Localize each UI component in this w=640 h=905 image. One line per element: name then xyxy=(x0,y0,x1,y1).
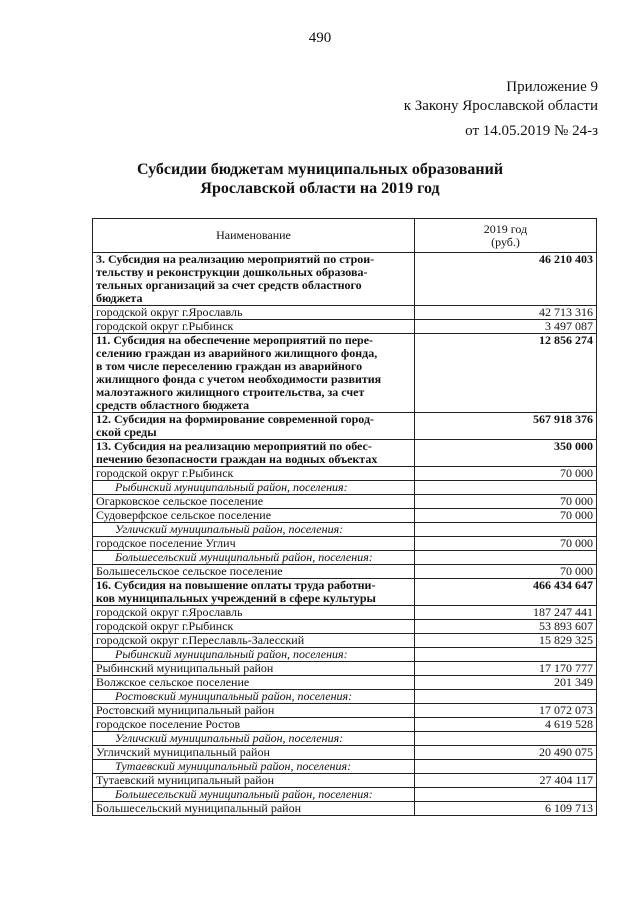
row-name-line: Угличский муниципальный район xyxy=(96,745,270,759)
row-name xyxy=(93,440,415,467)
table-row xyxy=(93,537,597,551)
table-row xyxy=(93,495,597,509)
row-value: 4 619 528 xyxy=(415,718,597,732)
row-name xyxy=(93,732,415,746)
row-name xyxy=(93,760,415,774)
row-name xyxy=(93,467,415,481)
row-value xyxy=(415,648,597,662)
appendix-law-reference: к Закону Ярославской области xyxy=(403,98,598,114)
row-name-line: Большесельский муниципальный район xyxy=(96,801,301,815)
row-value: 17 072 073 xyxy=(415,704,597,718)
row-name xyxy=(93,648,415,662)
row-name-line: Рыбинский муниципальный район xyxy=(96,661,274,675)
row-value: 6 109 713 xyxy=(415,802,597,816)
district-header-row xyxy=(93,551,597,565)
row-name-line: городской округ г.Ярославль xyxy=(96,605,243,619)
row-name-line: городское поселение Углич xyxy=(96,536,236,550)
row-name xyxy=(93,334,415,413)
row-name xyxy=(93,253,415,306)
table-row xyxy=(93,704,597,718)
row-name xyxy=(93,704,415,718)
row-name-line: Угличский муниципальный район, поселения: xyxy=(115,731,344,745)
table-row xyxy=(93,634,597,648)
subsidy-section-row xyxy=(93,253,597,306)
row-value: 46 210 403 xyxy=(415,253,597,306)
row-name-line: Волжское сельское поселение xyxy=(96,675,250,689)
row-name-line: жилищного фонда с учетом необходимости развития xyxy=(96,372,382,386)
title-line-1: Субсидии бюджетам муниципальных образований xyxy=(136,161,504,178)
row-name xyxy=(93,413,415,440)
district-header-row xyxy=(93,760,597,774)
title-line-2: Ярославской области на 2019 год xyxy=(200,180,440,197)
subsidies-table xyxy=(92,218,597,816)
row-name-line: городское поселение Ростов xyxy=(96,717,241,731)
row-name xyxy=(93,802,415,816)
row-name-line: ской среды xyxy=(96,425,157,439)
row-value xyxy=(415,551,597,565)
row-name-line: в том числе переселению граждан из аварийного xyxy=(96,359,363,373)
row-name-line: городской округ г.Рыбинск xyxy=(96,619,234,633)
row-name xyxy=(93,306,415,320)
row-value: 17 170 777 xyxy=(415,662,597,676)
district-header-row xyxy=(93,788,597,802)
row-name-line: тельных организаций за счет средств областного xyxy=(96,278,362,292)
district-header-row xyxy=(93,732,597,746)
row-name xyxy=(93,746,415,760)
row-name-line: городской округ г.Рыбинск xyxy=(96,466,234,480)
row-name xyxy=(93,718,415,732)
row-name-line: Большесельский муниципальный район, поселения: xyxy=(115,787,373,801)
table-row xyxy=(93,620,597,634)
row-name xyxy=(93,579,415,606)
table-row xyxy=(93,774,597,788)
row-name-line: Ростовский муниципальный район xyxy=(96,703,275,717)
table-row xyxy=(93,565,597,579)
row-value: 70 000 xyxy=(415,467,597,481)
table-body xyxy=(93,253,597,816)
row-name xyxy=(93,690,415,704)
row-name-line: городской округ г.Рыбинск xyxy=(96,319,234,333)
row-name-line: ков муниципальных учреждений в сфере культуры xyxy=(96,591,376,605)
row-name-line: малоэтажного жилищного строительства, за счет xyxy=(96,385,365,399)
appendix-law-date: от 14.05.2019 № 24-з xyxy=(465,123,598,139)
table-row xyxy=(93,606,597,620)
row-name-line: Большесельское сельское поселение xyxy=(96,564,283,578)
subsidy-section-row xyxy=(93,579,597,606)
district-header-row xyxy=(93,690,597,704)
appendix-label: Приложение 9 xyxy=(506,79,598,95)
row-value: 20 490 075 xyxy=(415,746,597,760)
row-name xyxy=(93,606,415,620)
row-value: 70 000 xyxy=(415,509,597,523)
row-name-line: Угличский муниципальный район, поселения: xyxy=(115,522,344,536)
row-name xyxy=(93,634,415,648)
row-name-line: Тутаевский муниципальный район, поселения: xyxy=(115,759,352,773)
table-row xyxy=(93,802,597,816)
row-name xyxy=(93,481,415,495)
header-unit-label: (руб.) xyxy=(491,234,520,249)
row-value: 201 349 xyxy=(415,676,597,690)
row-name-line: 12. Субсидия на формирование современной город- xyxy=(96,412,375,426)
row-name xyxy=(93,662,415,676)
row-name xyxy=(93,523,415,537)
header-name: Наименование xyxy=(93,219,415,253)
row-name xyxy=(93,551,415,565)
row-value: 70 000 xyxy=(415,537,597,551)
row-name-line: городской округ г.Ярославль xyxy=(96,305,243,319)
row-name-line: Рыбинский муниципальный район, поселения: xyxy=(115,647,348,661)
row-value: 27 404 117 xyxy=(415,774,597,788)
row-value xyxy=(415,732,597,746)
district-header-row xyxy=(93,481,597,495)
district-header-row xyxy=(93,523,597,537)
table-row xyxy=(93,320,597,334)
row-value: 12 856 274 xyxy=(415,334,597,413)
table-row xyxy=(93,718,597,732)
page-number: 490 xyxy=(308,30,332,46)
row-name xyxy=(93,774,415,788)
row-name xyxy=(93,788,415,802)
row-value: 15 829 325 xyxy=(415,634,597,648)
row-value: 466 434 647 xyxy=(415,579,597,606)
document-title xyxy=(0,160,640,198)
row-value: 70 000 xyxy=(415,495,597,509)
row-name-line: 3. Субсидия на реализацию мероприятий по строи- xyxy=(96,252,375,266)
row-name-line: селению граждан из аварийного жилищного фонда, xyxy=(96,346,378,360)
table-row xyxy=(93,467,597,481)
row-value: 187 247 441 xyxy=(415,606,597,620)
row-value: 53 893 607 xyxy=(415,620,597,634)
table-row xyxy=(93,746,597,760)
row-value xyxy=(415,481,597,495)
subsidy-section-row xyxy=(93,413,597,440)
row-name-line: Большесельский муниципальный район, поселения: xyxy=(115,550,373,564)
row-value: 567 918 376 xyxy=(415,413,597,440)
row-name-line: 13. Субсидия на реализацию мероприятий по обес- xyxy=(96,439,372,453)
row-name xyxy=(93,676,415,690)
row-name xyxy=(93,565,415,579)
table-row xyxy=(93,306,597,320)
row-name xyxy=(93,537,415,551)
row-name-line: Судоверфское сельское поселение xyxy=(96,508,272,522)
table-row xyxy=(93,662,597,676)
row-value: 350 000 xyxy=(415,440,597,467)
district-header-row xyxy=(93,648,597,662)
row-name-line: 11. Субсидия на обеспечение мероприятий по пере- xyxy=(96,333,374,347)
table-row xyxy=(93,676,597,690)
row-name-line: Ростовский муниципальный район, поселения: xyxy=(115,689,353,703)
row-value xyxy=(415,788,597,802)
row-name-line: Огарковское сельское поселение xyxy=(96,494,264,508)
row-name-line: тельству и реконструкции дошкольных образова- xyxy=(96,265,368,279)
row-name-line: средств областного бюджета xyxy=(96,398,250,412)
header-year xyxy=(415,219,597,253)
row-name-line: 16. Субсидия на повышение оплаты труда работни- xyxy=(96,578,376,592)
row-name-line: Тутаевский муниципальный район xyxy=(96,773,275,787)
row-name xyxy=(93,320,415,334)
subsidy-section-row xyxy=(93,334,597,413)
row-name xyxy=(93,620,415,634)
header-year-label: 2019 год xyxy=(483,221,528,236)
row-name-line: Рыбинский муниципальный район, поселения: xyxy=(115,480,348,494)
table-header-row xyxy=(93,219,597,253)
row-value xyxy=(415,690,597,704)
row-value xyxy=(415,760,597,774)
row-name xyxy=(93,495,415,509)
subsidy-section-row xyxy=(93,440,597,467)
row-name-line: печению безопасности граждан на водных объектах xyxy=(96,452,378,466)
row-value: 70 000 xyxy=(415,565,597,579)
row-value: 42 713 316 xyxy=(415,306,597,320)
row-name-line: городской округ г.Переславль-Залесский xyxy=(96,633,305,647)
row-value: 3 497 087 xyxy=(415,320,597,334)
row-value xyxy=(415,523,597,537)
row-name xyxy=(93,509,415,523)
row-name-line: бюджета xyxy=(96,291,143,305)
table-row xyxy=(93,509,597,523)
